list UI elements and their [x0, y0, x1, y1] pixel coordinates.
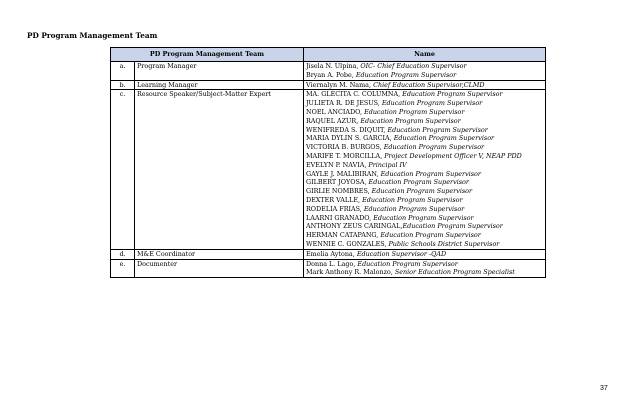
person-name: MARIFE T. MORCILLA, [306, 151, 385, 160]
person-name: MARIA DYLIN S. GARCIA, [306, 134, 394, 143]
person-title: Public Schools District Supervisor [388, 239, 500, 248]
person-name: Donna L. Lago, [306, 259, 358, 268]
person-name: WENNIE C. GONZALES, [306, 239, 389, 248]
person-name: JULIETA R. DE JESUS, [306, 99, 382, 108]
person-name: Mark Anthony R. Malonzo, [306, 268, 395, 277]
person-title: OIC- Chief Education Supervisor [360, 62, 467, 70]
row-letter: b. [111, 80, 135, 90]
name-entry [306, 161, 543, 170]
name-entry [306, 143, 543, 152]
name-entry [306, 99, 543, 108]
row-role: Program Manager [135, 62, 304, 81]
header-name: Name [304, 48, 546, 62]
name-entry [306, 108, 543, 117]
person-title: Education Program Supervisor [380, 169, 481, 178]
person-name: RAQUEL AZUR, [306, 116, 361, 125]
name-entry [306, 268, 543, 277]
table-body [111, 62, 546, 278]
person-title: Education Program Supervisor [362, 195, 463, 204]
person-title: Education Program Supervisor [371, 187, 473, 196]
person-title: Senior Education Program Specialist [394, 268, 515, 277]
header-team: PD Program Management Team [111, 48, 304, 62]
name-entry [306, 178, 543, 187]
name-entry [306, 62, 543, 71]
person-title: Education Program Supervisor [364, 107, 465, 116]
person-title: Education Program Supervisor [357, 259, 458, 268]
person-name: GAYLE J. MALIBIRAN, [306, 169, 381, 178]
row-names [304, 259, 546, 278]
row-role: Learning Manager [135, 80, 304, 90]
row-role: Documenter [135, 259, 304, 278]
person-title: Education Program Supervisor [368, 178, 469, 187]
person-name: VICTORIA B. BURGOS, [306, 143, 384, 152]
person-title: Education Program Supervisor [402, 222, 503, 231]
person-name: NOEL ANCIADO, [306, 107, 365, 116]
table-header-row [111, 48, 546, 62]
person-title: Education Program Supervisor [393, 134, 495, 143]
person-name: Bryan A. Pobe, [306, 70, 356, 79]
person-name: HERMAN CATAPANG, [306, 231, 381, 240]
row-names [304, 90, 546, 249]
person-name: EVELYN P. NAVIA, [306, 160, 369, 169]
table-row [111, 259, 546, 278]
person-name: Jisela N. Ulpina, [306, 62, 361, 70]
person-title: Education Program Supervisor [363, 204, 465, 213]
name-entry [306, 196, 543, 205]
table-row [111, 90, 546, 249]
name-entry [306, 222, 543, 231]
name-entry [306, 152, 543, 161]
name-entry [306, 126, 543, 135]
person-title: Principal IV [368, 160, 407, 169]
person-name: MA. GLECITA C. COLUMNA, [306, 90, 403, 99]
name-entry [306, 170, 543, 179]
person-name: ANTHONY ZEUS CARINGAL, [306, 222, 403, 231]
person-name: GIRLIE NOMBRES, [306, 187, 372, 196]
person-title: Education Program Supervisor [402, 90, 503, 99]
page-number: 37 [600, 385, 608, 392]
person-title: Education Program Supervisor [380, 231, 481, 240]
name-entry [306, 205, 543, 214]
team-table [110, 47, 546, 278]
name-entry [306, 231, 543, 240]
row-letter: d. [111, 249, 135, 259]
name-entry [306, 260, 543, 269]
row-letter: a. [111, 62, 135, 81]
person-name: WENIFREDA S. DIQUIT, [306, 125, 388, 134]
person-title: Chief Education Supervisor,CLMD [373, 80, 485, 89]
person-name: GILBERT JOYOSA, [306, 178, 369, 187]
person-name: Emelia Aytona, [306, 249, 357, 258]
table-row [111, 80, 546, 90]
row-names [304, 249, 546, 259]
person-title: Education Supervisor -QAD [356, 249, 447, 258]
person-title: Education Program Supervisor [373, 213, 474, 222]
person-name: Viernalyn M. Nama, [306, 80, 374, 89]
person-name: LAARNI GRANADO, [306, 213, 374, 222]
name-entry [306, 71, 543, 80]
name-entry [306, 117, 543, 126]
name-entry [306, 134, 543, 143]
table-row [111, 249, 546, 259]
name-entry [306, 250, 543, 259]
name-entry [306, 187, 543, 196]
table-row [111, 62, 546, 81]
name-entry [306, 81, 543, 90]
person-title: Project Development Officer V, NEAP PDD [384, 151, 522, 160]
person-title: Education Program Supervisor [383, 143, 485, 152]
name-entry [306, 90, 543, 99]
name-entry [306, 214, 543, 223]
row-letter: c. [111, 90, 135, 249]
row-role: M&E Coordinator [135, 249, 304, 259]
section-heading: PD Program Management Team [27, 31, 158, 40]
row-names [304, 80, 546, 90]
name-entry [306, 240, 543, 249]
person-title: Education Program Supervisor [360, 116, 461, 125]
row-letter: e. [111, 259, 135, 278]
person-name: DEXTER VALLE, [306, 195, 363, 204]
person-title: Education Program Supervisor [387, 125, 488, 134]
row-names [304, 62, 546, 81]
person-title: Education Program Supervisor [355, 70, 457, 79]
person-title: Education Program Supervisor [381, 99, 483, 108]
person-name: RODELIA FRIAS, [306, 204, 364, 213]
row-role: Resource Speaker/Subject-Matter Expert [135, 90, 304, 249]
